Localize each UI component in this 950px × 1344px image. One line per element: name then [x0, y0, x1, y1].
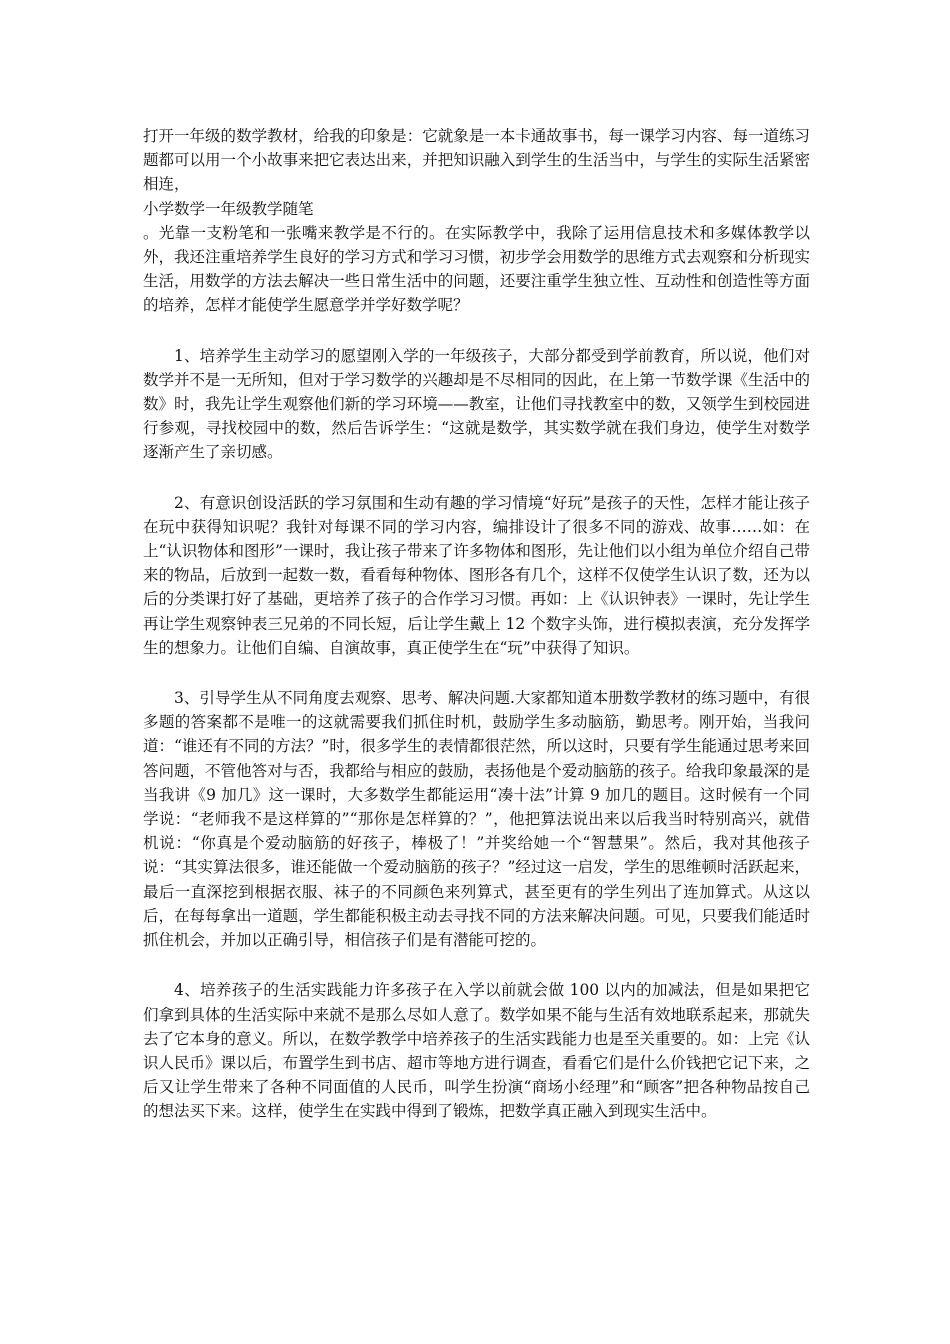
- document-title: 小学数学一年级教学随笔: [143, 199, 314, 218]
- paragraph-spacer: [143, 465, 810, 491]
- paragraph-4: 4、培养孩子的生活实践能力许多孩子在入学以前就会做 100 以内的加减法，但是如果把它们拿到具体的生活实际中来就不是那么尽如人意了。数学如果不能与生活有效地联系起来，那就失去了它本身的意义。所以，在数学教学中培养孩子的生活实践能力也是至关重要的。如：上完《认识人民币》课以后，布置学生到书店、超市等地方进行调查，看看它们是什么价钱把它记下来，之后又让学生带来了各种不同面值的人民币，叫学生扮演“商场小经理”和“顾客”把各种物品按自己的想法买下来。这样，使学生在实践中得到了锻炼，把数学真正融入到现实生活中。: [143, 981, 810, 1121]
- paragraph-spacer: [143, 660, 810, 686]
- intro-text: 打开一年级的数学教材，给我的印象是：它就象是一本卡通故事书，每一课学习内容、每一道练习题都可以用一个小故事来把它表达出来，并把知识融入到学生的生活当中，与学生的实际生活紧密相连，: [143, 127, 810, 194]
- paragraph-1: 1、培养学生主动学习的愿望刚入学的一年级孩子，大部分都受到学前教育，所以说，他们对数学并不是一无所知，但对于学习数学的兴趣却是不尽相同的因此，在上第一节数学课《生活中的数》时，我先让学生观察他们新的学习环境——教室，让他们寻找教室中的数，又领学生到校园进行参观，寻找校园中的数，然后告诉学生：“这就是数学，其实数学就在我们身边，使学生对数学逐渐产生了亲切感。: [143, 346, 810, 462]
- paragraph-3: 3、引导学生从不同角度去观察、思考、解决问题.大家都知道本册数学教材的练习题中，有很多题的答案都不是唯一的这就需要我们抓住时机，鼓励学生多动脑筋，勤思考。刚开始，当我问道：“谁还有不同的方法？”时，很多学生的表情都很茫然，所以这时，只要有学生能通过思考来回答问题，不管他答对与否，我都给与相应的鼓励，表扬他是个爱动脑筋的孩子。给我印象最深的是当我讲《9 加几》这一课时，大多数学生都能运用“凑十法”计算 9 加几的题目。这时候有一个同学说：“老师我不是这样算的”“那你是怎样算的？”，他把算法说出来以后我当时特别高兴，就借机说：“你真是个爱动脑筋的好孩子，棒极了！”并奖给她一个“智慧果”。然后，我对其他孩子说：“其实算法很多，谁还能做一个爱动脑筋的孩子？”经过这一启发，学生的思维顿时活跃起来，最后一直深挖到根据衣服、袜子的不同颜色来列算式，甚至更有的学生列出了连加算式。从这以后，在每每拿出一道题，学生都能积极主动去寻找不同的方法来解决问题。可见，只要我们能适时抓住机会，并加以正确引导，相信孩子们是有潜能可挖的。: [143, 689, 810, 950]
- paragraph-2: 2、有意识创设活跃的学习氛围和生动有趣的学习情境“好玩”是孩子的天性，怎样才能让孩子在玩中获得知识呢？我针对每课不同的学习内容，编排设计了很多不同的游戏、故事……如：在上“认识物体和图形”一课时，我让孩子带来了许多物体和图形，先让他们以小组为单位介绍自己带来的物品，后放到一起数一数，看看每种物体、图形各有几个，这样不仅使学生认识了数，还为以后的分类课打好了基础，更培养了孩子的合作学习习惯。再如：上《认识钟表》一课时，先让学生再让学生观察钟表三兄弟的不同长短，后让学生戴上 12 个数字头饰，进行模拟表演，充分发挥学生的想象力。让他们自编、自演故事，真正使学生在“玩”中获得了知识。: [143, 493, 810, 657]
- paragraph-spacer: [143, 318, 810, 344]
- opening-text: 。光靠一支粉笔和一张嘴来教学是不行的。在实际教学中，我除了运用信息技术和多媒体教学以外，我还注重培养学生良好的学习方式和学习习惯，初步学会用数学的思维方式去观察和分析现实生活，用数学的方法去解决一些日常生活中的问题，还要注重学生独立性、互动性和创造性等方面的培养，怎样才能使学生愿意学并学好数学呢？: [143, 223, 810, 315]
- paragraph-spacer: [143, 952, 810, 978]
- document-page: [143, 124, 810, 1124]
